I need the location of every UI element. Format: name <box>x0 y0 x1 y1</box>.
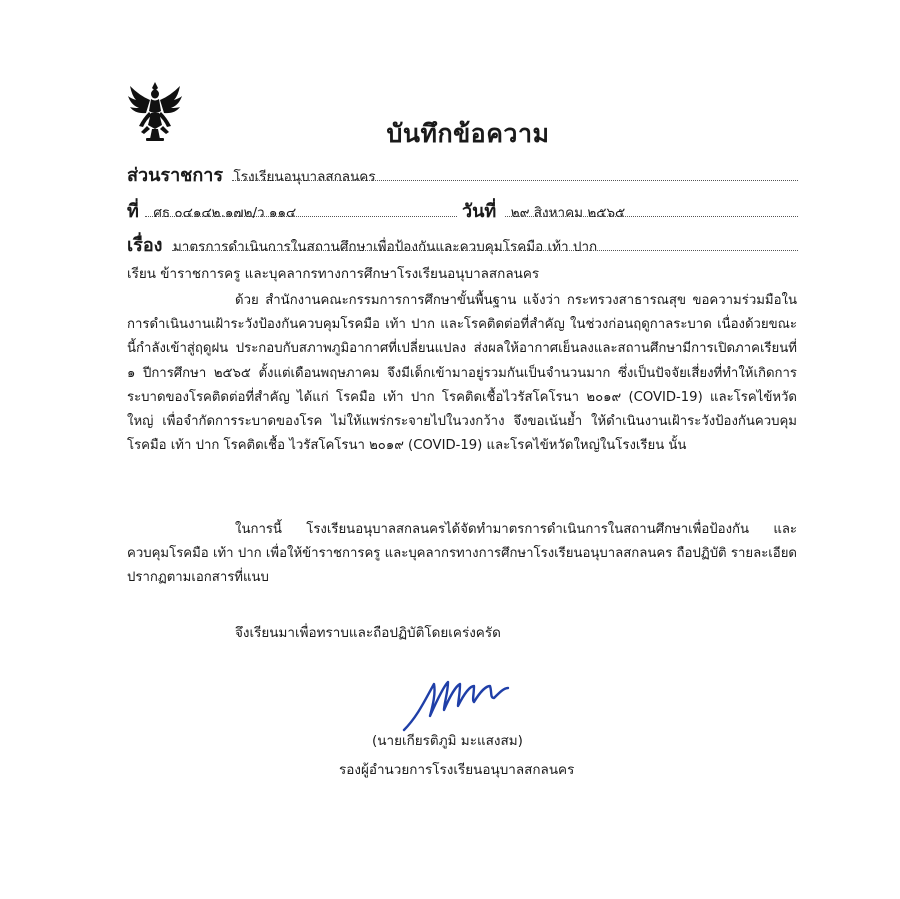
body-paragraph-2: ในการนี้ โรงเรียนอนุบาลสกลนครได้จัดทำมาตรการดำเนินการในสถานศึกษาเพื่อป้องกัน และควบคุมโรคมือ เท้า ปาก เพื่อให้ข้าราชการครู และบุคลากรทางการศึกษาโรงเรียนอนุบาลสกลนคร ถือปฏิบัติ รายละเอียดปรากฏตามเอกสารที่แนบ <box>127 522 797 586</box>
date-dotted-line <box>505 216 798 217</box>
date-value: ๒๙ สิงหาคม ๒๕๖๕ <box>510 205 626 221</box>
subject-value: มาตรการดำเนินการในสถานศึกษาเพื่อป้องกันและควบคุมโรคมือ เท้า ปาก <box>172 239 598 255</box>
signer-name: (นายเกียรติภูมิ มะแสงสม) <box>372 733 523 749</box>
memo-title: บันทึกข้อความ <box>386 119 550 148</box>
signature <box>400 668 530 738</box>
subject-field <box>127 230 597 259</box>
reference-value: ศธ ๐๔๑๔๒.๑๗๒/ว ๑๑๔ <box>153 205 297 221</box>
date-field <box>462 196 625 225</box>
reference-label: ที่ <box>127 201 139 222</box>
reference-field <box>127 196 296 225</box>
department-value: โรงเรียนอนุบาลสกลนคร <box>233 169 376 185</box>
date-label: วันที่ <box>462 201 497 222</box>
signer-position: รองผู้อำนวยการโรงเรียนอนุบาลสกลนคร <box>339 762 575 778</box>
subject-label: เรื่อง <box>127 235 163 256</box>
department-field <box>127 160 376 189</box>
body-paragraph-1: ด้วย สำนักงานคณะกรรมการการศึกษาขั้นพื้นฐาน แจ้งว่า กระทรวงสาธารณสุข ขอความร่วมมือในการดำเนินงานเฝ้าระวังป้องกันควบคุมโรคมือ เท้า ปาก และโรคติดต่อที่สำคัญ ในช่วงก่อนฤดูกาลระบาด เนื่องด้วยขณะนี้กำลังเข้าสู่ฤดูฝน ประกอบกับสภาพภูมิอากาศที่เปลี่ยนแปลง ส่งผลให้อากาศเย็นลงและสถานศึกษามีการเปิดภาคเรียนที่ ๑ ปีการศึกษา ๒๕๖๕ ตั้งแต่เดือนพฤษภาคม จึงมีเด็กเข้ามาอยู่รวมกันเป็นจำนวนมาก ซึ่งเป็นปัจจัยเสี่ยงที่ทำให้เกิดการระบาดของโรคติดต่อที่สำคัญ ได้แก่ โรคมือ เท้า ปาก โรคติดเชื้อไวรัสโคโรนา ๒๐๑๙ (COVID-19) และโรคไข้หวัดใหญ่ เพื่อจำกัดการระบาดของโรค ไม่ให้แพร่กระจายไปในวงกว้าง จึงขอเน้นย้ำ ให้ดำเนินงานเฝ้าระวังป้องกันควบคุมโรคมือ เท้า ปาก โรคติดเชื้อ ไวรัสโคโรนา ๒๐๑๙ (COVID-19) และโรคไข้หวัดใหญ่ในโรงเรียน นั้น <box>127 293 797 454</box>
subject-dotted-line <box>172 250 798 251</box>
salutation: เรียน ข้าราชการครู และบุคลากรทางการศึกษาโรงเรียนอนุบาลสกลนคร <box>127 266 540 282</box>
reference-dotted-line <box>145 216 457 217</box>
department-label: ส่วนราชการ <box>127 165 224 186</box>
closing-line: จึงเรียนมาเพื่อทราบและถือปฏิบัติโดยเคร่งครัด <box>235 625 501 641</box>
department-dotted-line <box>232 180 798 181</box>
